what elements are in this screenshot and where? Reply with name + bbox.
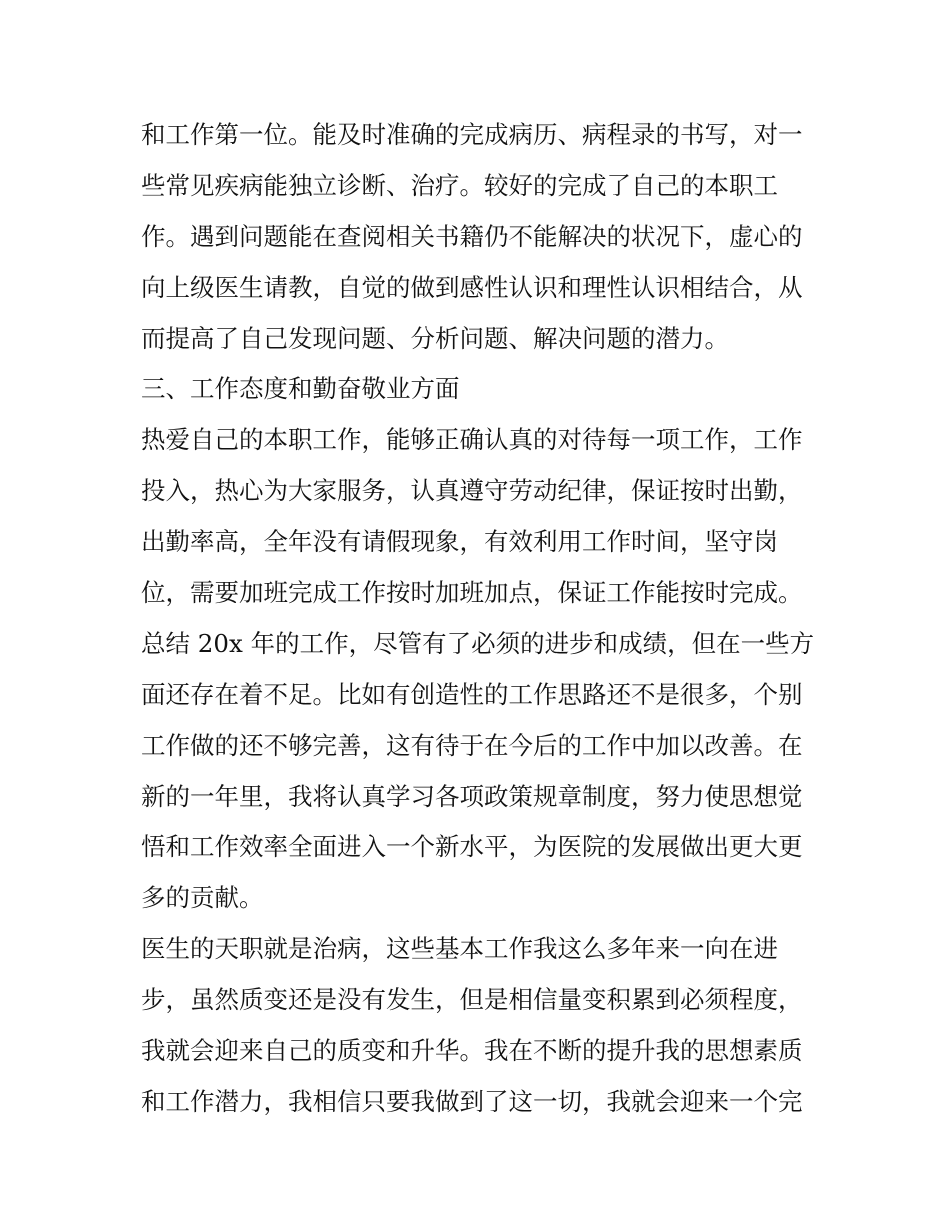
text-line: 面还存在着不足。比如有创造性的工作思路还不是很多，个别 bbox=[141, 679, 803, 709]
text-line: 工作做的还不够完善，这有待于在今后的工作中加以改善。在 bbox=[141, 730, 803, 760]
text-line: 和工作第一位。能及时准确的完成病历、病程录的书写，对一 bbox=[141, 120, 803, 149]
text-line: 医生的天职就是治病，这些基本工作我这么多年来一向在进 bbox=[141, 934, 778, 964]
text-line: 悟和工作效率全面进入一个新水平，为医院的发展做出更大更 bbox=[141, 832, 803, 862]
text-line: 出勤率高，全年没有请假现象，有效利用工作时间，坚守岗 bbox=[141, 527, 778, 557]
section-heading: 三、工作态度和勤奋敬业方面 bbox=[141, 374, 460, 404]
text-line: 而提高了自己发现问题、分析问题、解决问题的潜力。 bbox=[141, 323, 729, 353]
text-line: 些常见疾病能独立诊断、治疗。较好的完成了自己的本职工 bbox=[141, 170, 778, 200]
text-line: 总结 20x 年的工作，尽管有了必须的进步和成绩，但在一些方 bbox=[141, 628, 815, 658]
document-body bbox=[141, 110, 821, 1128]
text-line: 和工作潜力，我相信只要我做到了这一切，我就会迎来一个完 bbox=[141, 1086, 803, 1116]
text-line: 向上级医生请教，自觉的做到感性认识和理性认识相结合，从 bbox=[141, 272, 803, 302]
text-line: 热爱自己的本职工作，能够正确认真的对待每一项工作，工作 bbox=[141, 425, 803, 455]
text-line: 新的一年里，我将认真学习各项政策规章制度，努力使思想觉 bbox=[141, 781, 803, 811]
text-line: 作。遇到问题能在查阅相关书籍仍不能解决的状况下，虚心的 bbox=[141, 221, 803, 251]
text-line: 多的贡献。 bbox=[141, 883, 264, 913]
text-line: 位，需要加班完成工作按时加班加点，保证工作能按时完成。 bbox=[141, 578, 803, 608]
text-line: 投入，热心为大家服务，认真遵守劳动纪律，保证按时出勤， bbox=[141, 476, 803, 506]
text-line: 步，虽然质变还是没有发生，但是相信量变积累到必须程度， bbox=[141, 985, 803, 1015]
text-line: 我就会迎来自己的质变和升华。我在不断的提升我的思想素质 bbox=[141, 1036, 803, 1066]
